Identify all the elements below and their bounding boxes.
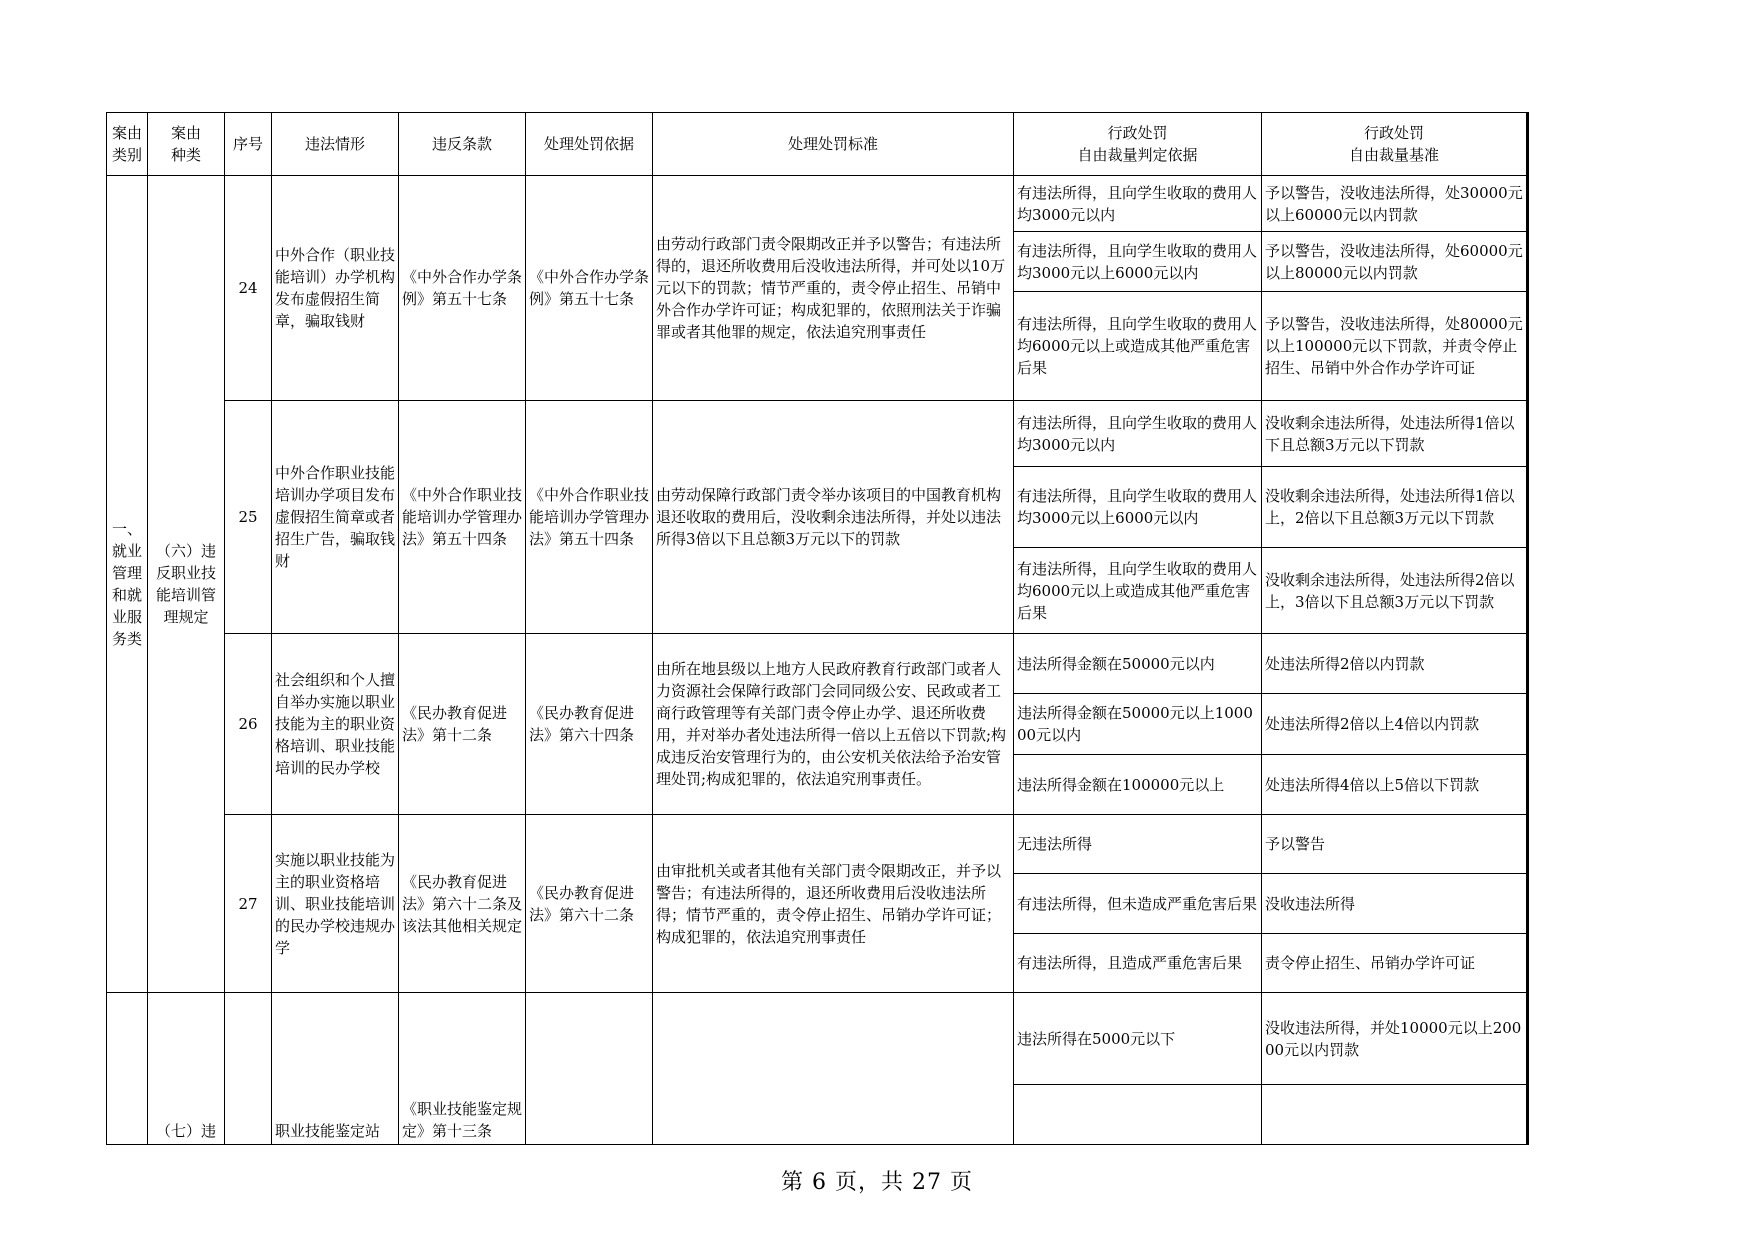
basis-cell: 《中外合作办学条例》第五十七条 bbox=[526, 176, 653, 401]
header-judgment: 行政处罚 自由裁量判定依据 bbox=[1014, 113, 1262, 176]
article-cell: 《中外合作办学条例》第五十七条 bbox=[399, 176, 526, 401]
basis-cell bbox=[526, 993, 653, 1145]
header-basis: 处理处罚依据 bbox=[526, 113, 653, 176]
table-row bbox=[107, 634, 1528, 694]
benchmark-cell: 没收违法所得，并处10000元以上20000元以内罚款 bbox=[1262, 993, 1528, 1085]
judgment-cell: 有违法所得，且造成严重危害后果 bbox=[1014, 934, 1262, 993]
standard-cell: 由审批机关或者其他有关部门责令限期改正，并予以警告；有违法所得的，退还所收费用后没收违法所得；情节严重的，责令停止招生、吊销办学许可证；构成犯罪的，依法追究刑事责任 bbox=[653, 815, 1014, 993]
benchmark-cell: 没收违法所得 bbox=[1262, 874, 1528, 934]
judgment-cell: 无违法所得 bbox=[1014, 815, 1262, 874]
judgment-cell: 有违法所得，且向学生收取的费用人均6000元以上或造成其他严重危害后果 bbox=[1014, 548, 1262, 634]
benchmark-cell: 予以警告 bbox=[1262, 815, 1528, 874]
judgment-cell: 违法所得金额在50000元以内 bbox=[1014, 634, 1262, 694]
kind-cell: （七）违 bbox=[148, 993, 225, 1145]
seq-cell: 25 bbox=[225, 401, 272, 634]
article-cell: 《中外合作职业技能培训办学管理办法》第五十四条 bbox=[399, 401, 526, 634]
benchmark-cell: 予以警告，没收违法所得，处80000元以上100000元以下罚款，并责令停止招生、吊销中外合作办学许可证 bbox=[1262, 292, 1528, 401]
situation-cell: 中外合作职业技能培训办学项目发布虚假招生简章或者招生广告，骗取钱财 bbox=[272, 401, 399, 634]
judgment-cell: 有违法所得，且向学生收取的费用人均3000元以上6000元以内 bbox=[1014, 467, 1262, 548]
article-cell: 《职业技能鉴定规定》第十三条 bbox=[399, 993, 526, 1145]
header-standard: 处理处罚标准 bbox=[653, 113, 1014, 176]
header-kind: 案由 种类 bbox=[148, 113, 225, 176]
situation-cell: 中外合作（职业技能培训）办学机构发布虚假招生简章，骗取钱财 bbox=[272, 176, 399, 401]
header-benchmark: 行政处罚 自由裁量基准 bbox=[1262, 113, 1528, 176]
table-row bbox=[107, 401, 1528, 467]
situation-cell: 实施以职业技能为主的职业资格培训、职业技能培训的民办学校违规办学 bbox=[272, 815, 399, 993]
judgment-cell: 有违法所得，且向学生收取的费用人均3000元以上6000元以内 bbox=[1014, 232, 1262, 292]
benchmark-cell bbox=[1262, 1085, 1528, 1145]
header-row bbox=[107, 113, 1528, 176]
judgment-cell: 违法所得金额在100000元以上 bbox=[1014, 755, 1262, 815]
seq-cell: 26 bbox=[225, 634, 272, 815]
basis-cell: 《中外合作职业技能培训办学管理办法》第五十四条 bbox=[526, 401, 653, 634]
benchmark-cell: 没收剩余违法所得，处违法所得1倍以下且总额3万元以下罚款 bbox=[1262, 401, 1528, 467]
benchmark-cell: 责令停止招生、吊销办学许可证 bbox=[1262, 934, 1528, 993]
benchmark-cell: 没收剩余违法所得，处违法所得1倍以上，2倍以下且总额3万元以下罚款 bbox=[1262, 467, 1528, 548]
judgment-cell: 违法所得金额在50000元以上100000元以内 bbox=[1014, 694, 1262, 755]
basis-cell: 《民办教育促进法》第六十四条 bbox=[526, 634, 653, 815]
judgment-cell bbox=[1014, 1085, 1262, 1145]
category-cell bbox=[107, 993, 148, 1145]
benchmark-cell: 予以警告，没收违法所得，处60000元以上80000元以内罚款 bbox=[1262, 232, 1528, 292]
page-footer: 第 6 页，共 27 页 bbox=[781, 1170, 973, 1195]
judgment-cell: 有违法所得，且向学生收取的费用人均3000元以内 bbox=[1014, 176, 1262, 232]
seq-cell: 24 bbox=[225, 176, 272, 401]
header-seq: 序号 bbox=[225, 113, 272, 176]
seq-cell: 27 bbox=[225, 815, 272, 993]
judgment-cell: 有违法所得，且向学生收取的费用人均3000元以内 bbox=[1014, 401, 1262, 467]
standard-cell: 由所在地县级以上地方人民政府教育行政部门或者人力资源社会保障行政部门会同同级公安、民政或者工商行政管理等有关部门责令停止办学、退还所收费用，并对举办者处违法所得一倍以上五倍以下罚款;构成违反治安管理行为的，由公安机关依法给予治安管理处罚;构成犯罪的，依法追究刑事责任。 bbox=[653, 634, 1014, 815]
article-cell: 《民办教育促进法》第六十二条及该法其他相关规定 bbox=[399, 815, 526, 993]
benchmark-cell: 没收剩余违法所得，处违法所得2倍以上，3倍以下且总额3万元以下罚款 bbox=[1262, 548, 1528, 634]
judgment-cell: 有违法所得，但未造成严重危害后果 bbox=[1014, 874, 1262, 934]
header-article: 违反条款 bbox=[399, 113, 526, 176]
standard-cell: 由劳动行政部门责令限期改正并予以警告；有违法所得的，退还所收费用后没收违法所得，并可处以10万元以下的罚款；情节严重的，责令停止招生、吊销中外合作办学许可证；构成犯罪的，依照刑法关于诈骗罪或者其他罪的规定，依法追究刑事责任 bbox=[653, 176, 1014, 401]
judgment-cell: 违法所得在5000元以下 bbox=[1014, 993, 1262, 1085]
header-situation: 违法情形 bbox=[272, 113, 399, 176]
benchmark-cell: 处违法所得2倍以内罚款 bbox=[1262, 634, 1528, 694]
benchmark-cell: 予以警告，没收违法所得，处30000元以上60000元以内罚款 bbox=[1262, 176, 1528, 232]
standard-cell bbox=[653, 993, 1014, 1145]
situation-cell: 职业技能鉴定站 bbox=[272, 993, 399, 1145]
situation-cell: 社会组织和个人擅自举办实施以职业技能为主的职业资格培训、职业技能培训的民办学校 bbox=[272, 634, 399, 815]
category-cell: 一、 就业 管理 和就 业服 务类 bbox=[107, 176, 148, 993]
kind-cell: （六）违 反职业技 能培训管 理规定 bbox=[148, 176, 225, 993]
benchmark-cell: 处违法所得2倍以上4倍以内罚款 bbox=[1262, 694, 1528, 755]
table-row bbox=[107, 176, 1528, 232]
standard-cell: 由劳动保障行政部门责令举办该项目的中国教育机构退还收取的费用后，没收剩余违法所得，并处以违法所得3倍以下且总额3万元以下的罚款 bbox=[653, 401, 1014, 634]
article-cell: 《民办教育促进法》第十二条 bbox=[399, 634, 526, 815]
basis-cell: 《民办教育促进法》第六十二条 bbox=[526, 815, 653, 993]
benchmark-cell: 处违法所得4倍以上5倍以下罚款 bbox=[1262, 755, 1528, 815]
table-row bbox=[107, 993, 1528, 1085]
judgment-cell: 有违法所得，且向学生收取的费用人均6000元以上或造成其他严重危害后果 bbox=[1014, 292, 1262, 401]
header-category: 案由 类别 bbox=[107, 113, 148, 176]
table-row bbox=[107, 815, 1528, 874]
seq-cell bbox=[225, 993, 272, 1145]
penalty-standard-table bbox=[106, 112, 1527, 1140]
